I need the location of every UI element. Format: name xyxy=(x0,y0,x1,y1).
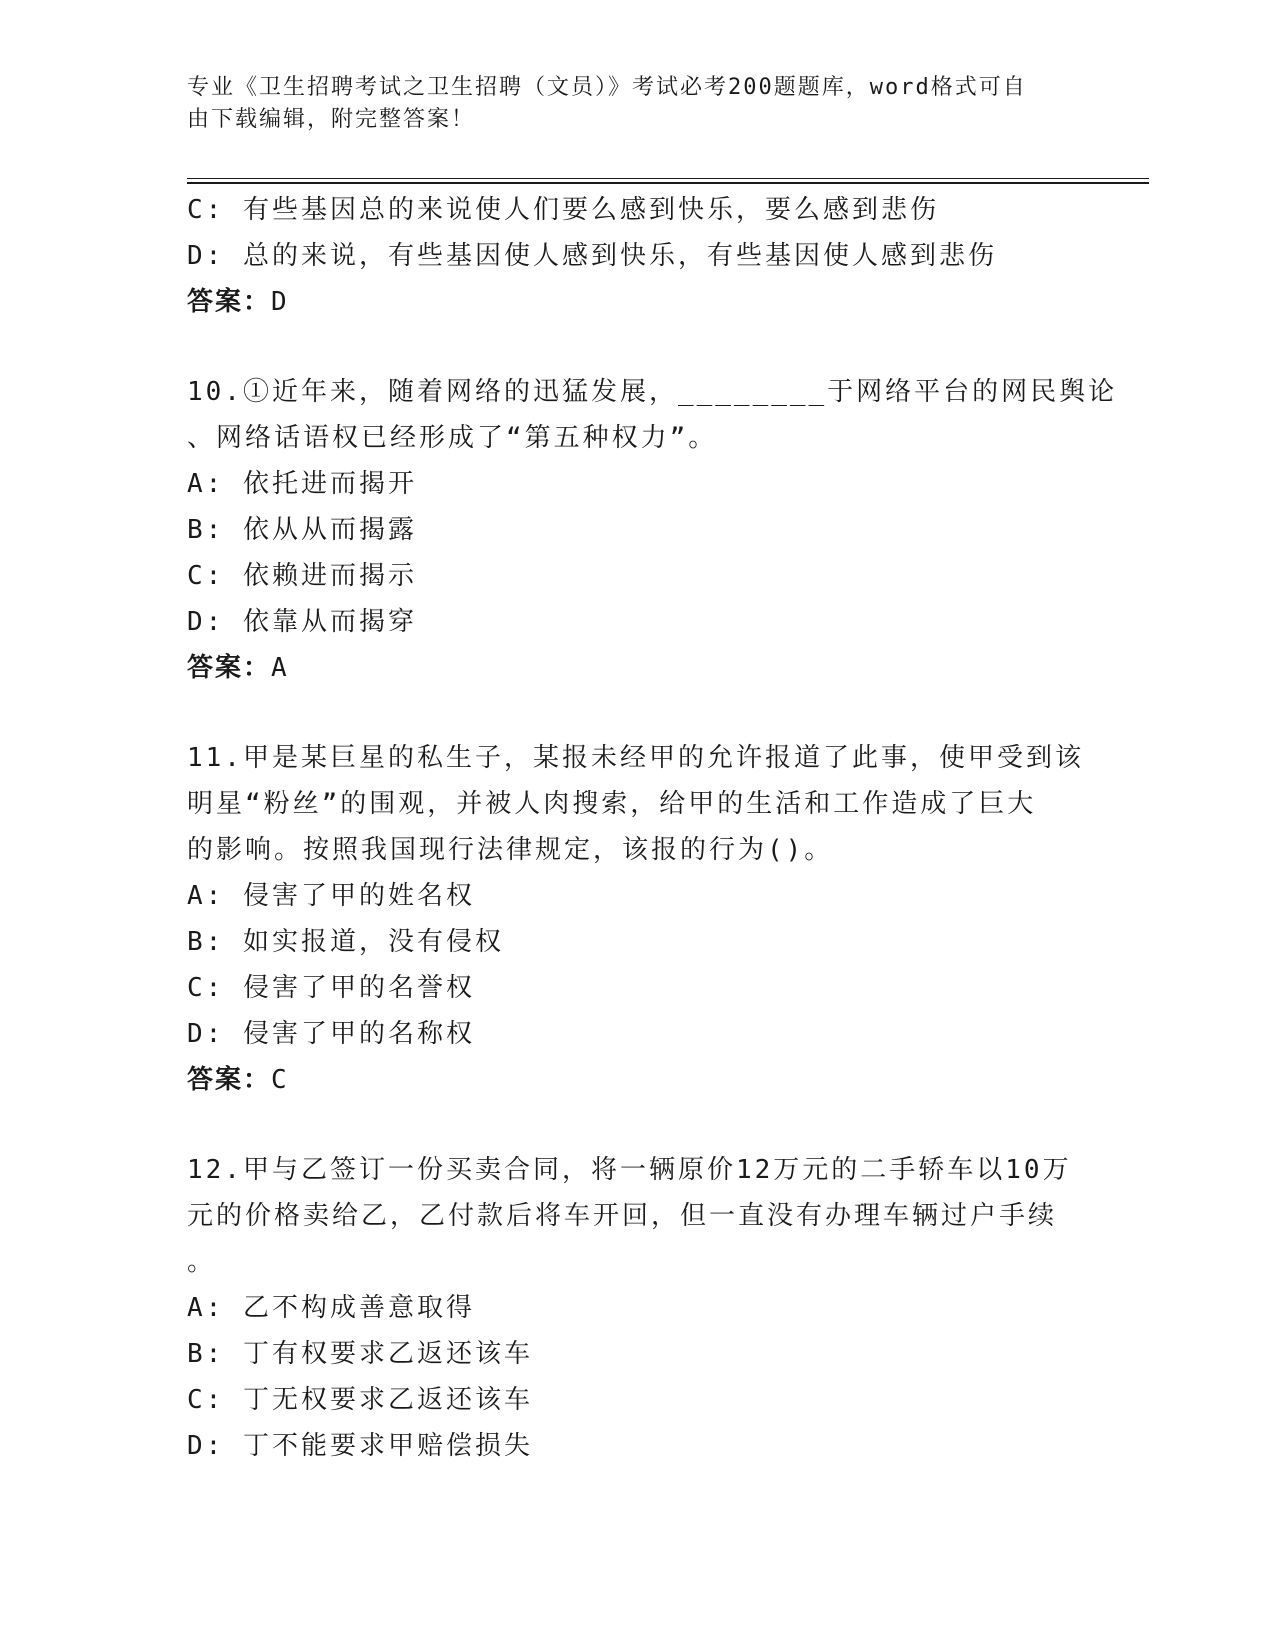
answer-line xyxy=(187,279,1067,325)
answer-label: 答案： xyxy=(187,287,272,317)
answer-value: A xyxy=(271,653,289,683)
answer-value: C xyxy=(271,1065,289,1095)
question-10 xyxy=(187,369,1118,691)
option-d: D: 依靠从而揭穿 xyxy=(187,607,417,637)
document-body xyxy=(187,187,1118,1469)
question-11 xyxy=(187,735,1084,1103)
header-divider xyxy=(187,178,1149,185)
question-stem: 10.①近年来，随着网络的迅猛发展，________于网络平台的网民舆论 xyxy=(187,377,1118,407)
answer-value: D xyxy=(271,287,289,317)
option-c: C: 有些基因总的来说使人们要么感到快乐，要么感到悲伤 xyxy=(187,195,939,225)
answer-line xyxy=(187,1057,1067,1103)
question-stem: 明星“粉丝”的围观，并被人肉搜索，给甲的生活和工作造成了巨大 xyxy=(187,789,1037,819)
option-b: B: 丁有权要求乙返还该车 xyxy=(187,1339,533,1369)
question-stem: 12.甲与乙签订一份买卖合同，将一辆原价12万元的二手轿车以10万 xyxy=(187,1155,1072,1185)
answer-line xyxy=(187,645,1067,691)
question-9-continuation xyxy=(187,187,1067,325)
option-d: D: 丁不能要求甲赔偿损失 xyxy=(187,1431,533,1461)
question-stem: 、网络话语权已经形成了“第五种权力”。 xyxy=(187,423,718,453)
question-12 xyxy=(187,1147,1072,1469)
option-c: C: 侵害了甲的名誉权 xyxy=(187,973,475,1003)
answer-label: 答案： xyxy=(187,653,272,683)
option-a: A: 乙不构成善意取得 xyxy=(187,1293,475,1323)
question-stem: 11.甲是某巨星的私生子，某报未经甲的允许报道了此事，使甲受到该 xyxy=(187,743,1084,773)
option-a: A: 侵害了甲的姓名权 xyxy=(187,881,475,911)
question-stem: 。 xyxy=(187,1247,217,1277)
option-b: B: 依从从而揭露 xyxy=(187,515,417,545)
header-line-2: 由下载编辑，附完整答案！ xyxy=(187,107,476,132)
option-d: D: 总的来说，有些基因使人感到快乐，有些基因使人感到悲伤 xyxy=(187,241,997,271)
option-c: C: 丁无权要求乙返还该车 xyxy=(187,1385,533,1415)
question-stem: 的影响。按照我国现行法律规定，该报的行为()。 xyxy=(187,835,834,865)
header-line-1: 专业《卫生招聘考试之卫生招聘（文员）》考试必考200题题库，word格式可自 xyxy=(187,75,1027,100)
option-b: B: 如实报道，没有侵权 xyxy=(187,927,504,957)
question-stem: 元的价格卖给乙，乙付款后将车开回，但一直没有办理车辆过户手续 xyxy=(187,1201,1058,1231)
answer-label: 答案： xyxy=(187,1065,272,1095)
document-header xyxy=(187,72,1067,136)
option-c: C: 依赖进而揭示 xyxy=(187,561,417,591)
option-a: A: 依托进而揭开 xyxy=(187,469,417,499)
option-d: D: 侵害了甲的名称权 xyxy=(187,1019,475,1049)
